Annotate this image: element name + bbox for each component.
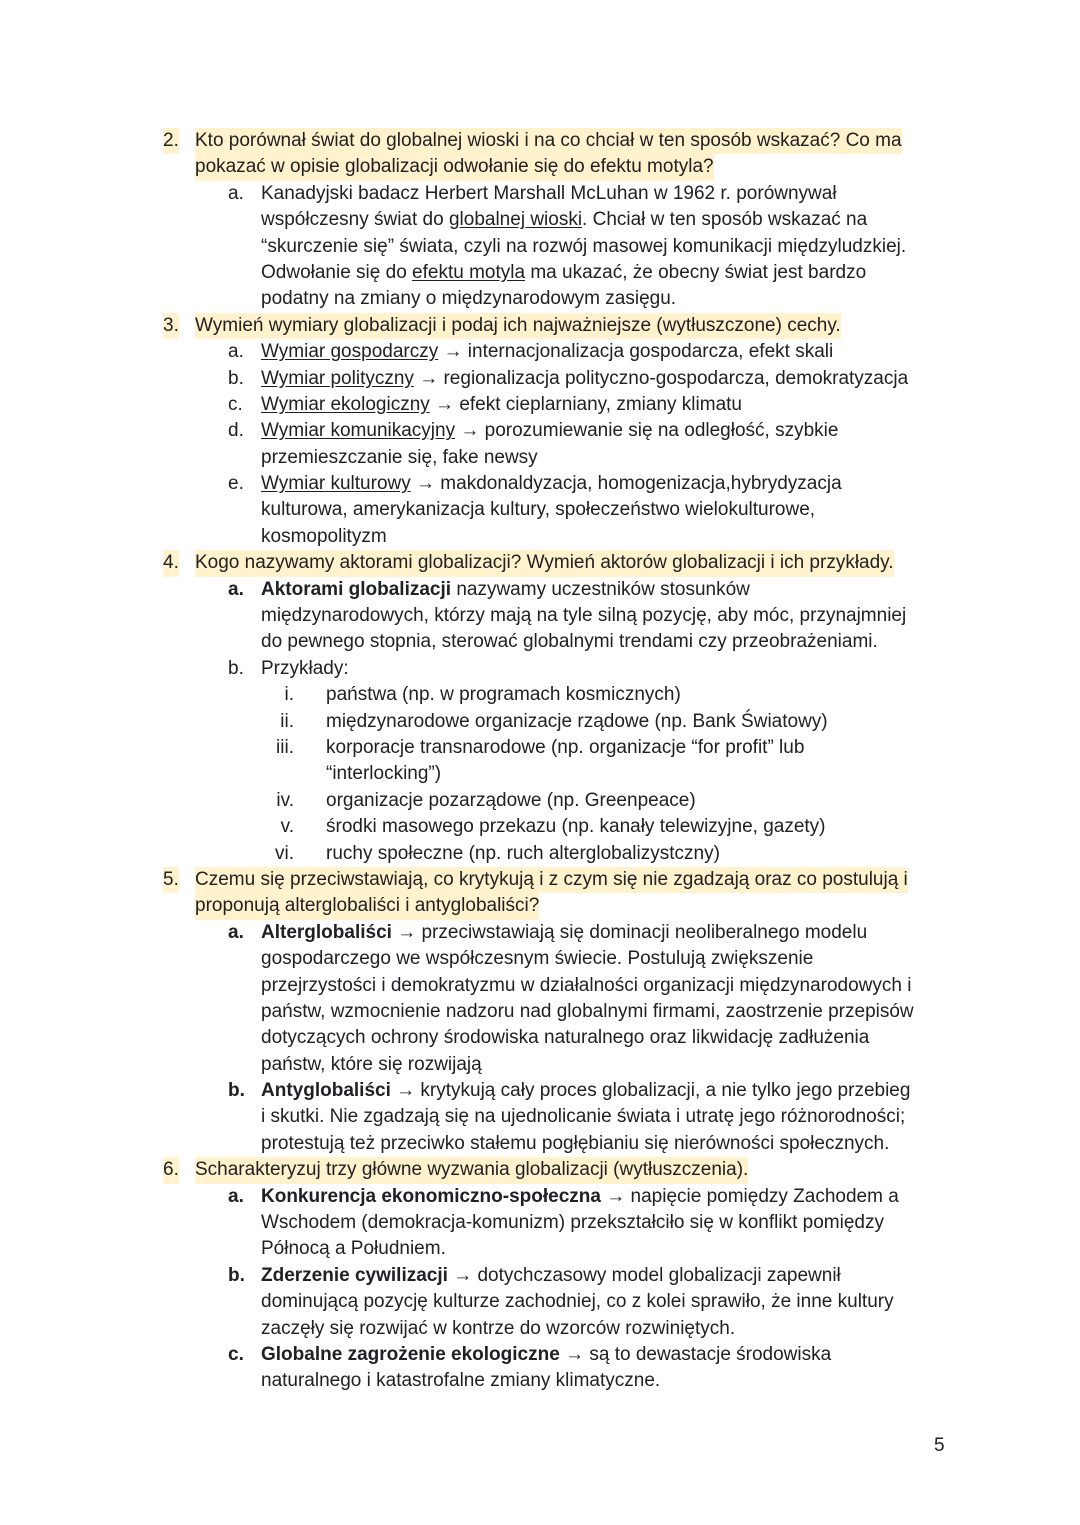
example-text: organizacje pozarządowe (np. Greenpeace) <box>326 789 696 811</box>
question-2-number: 2. <box>163 128 179 154</box>
question-3-text: Wymień wymiary globalizacji i podaj ich najważniejsze (wytłuszczone) cechy. <box>195 313 841 339</box>
list-item-text: zaczęły się rozwijać w kontrze do wzorców rozwiniętych. <box>261 1317 736 1339</box>
question-5-text: proponują alterglobaliści i antyglobaliści? <box>195 893 539 919</box>
underlined-term: Wymiar gospodarczy <box>261 341 439 363</box>
list-item-line <box>0 999 1080 1025</box>
list-item-text <box>261 1263 841 1289</box>
question-4-text: Kogo nazywamy aktorami globalizacji? Wymień aktorów globalizacji i ich przykłady. <box>195 550 894 576</box>
list-item-line <box>0 577 1080 603</box>
text-fragment: → krytykują cały proces globalizacji, a nie tylko jego przebieg <box>390 1080 911 1102</box>
answer-text <box>261 260 866 286</box>
answer-line <box>0 181 1080 207</box>
list-letter: b. <box>228 657 244 679</box>
underlined-term: Wymiar polityczny <box>261 367 414 389</box>
example-line <box>0 709 1080 735</box>
underlined-term: Wymiar komunikacyjny <box>261 420 456 442</box>
text-fragment: → dotychczasowy model globalizacji zapewnił <box>447 1264 841 1286</box>
list-item-text <box>261 339 833 365</box>
question-4-line-1 <box>0 550 1080 576</box>
underlined-term-efekt-motyla: efektu motyla <box>412 261 526 283</box>
list-item-text <box>261 471 842 497</box>
list-item-line <box>0 920 1080 946</box>
example-line <box>0 735 1080 761</box>
question-6-line-1 <box>0 1157 1080 1183</box>
list-item-line <box>0 1263 1080 1289</box>
bold-term: Antyglobaliści <box>261 1080 391 1102</box>
text-fragment: nazywamy uczestników stosunków <box>451 578 750 600</box>
example-line <box>0 788 1080 814</box>
list-item-text: do pewnego stopnia, sterować globalnymi trendami czy przeobrażeniami. <box>261 631 878 653</box>
answer-line <box>0 207 1080 233</box>
example-line <box>0 814 1080 840</box>
text-fragment: → internacjonalizacja gospodarcza, efekt skali <box>438 341 834 363</box>
question-3-line-1 <box>0 313 1080 339</box>
list-letter: a. <box>228 921 244 943</box>
list-item-line <box>0 1184 1080 1210</box>
list-item-text: naturalnego i katastrofalne zmiany klimatyczne. <box>261 1370 661 1392</box>
question-2-text: pokazać w opisie globalizacji odwołanie się do efektu motyla? <box>195 154 714 180</box>
list-letter: c. <box>228 1343 244 1365</box>
list-item-line <box>0 1052 1080 1078</box>
bold-term: Zderzenie cywilizacji <box>261 1264 448 1286</box>
list-item-text: dotyczących ochrony środowiska naturalnego oraz likwidację zadłużenia <box>261 1027 870 1049</box>
list-item-text <box>261 392 742 418</box>
list-letter: a. <box>228 341 244 363</box>
example-text: “interlocking”) <box>326 763 442 785</box>
list-letter: a. <box>228 182 244 204</box>
bold-term: Globalne zagrożenie ekologiczne <box>261 1343 560 1365</box>
bold-term: Konkurencja ekonomiczno-społeczna <box>261 1185 601 1207</box>
question-6-text: Scharakteryzuj trzy główne wyzwania globalizacji (wytłuszczenia). <box>195 1157 748 1183</box>
list-item-text <box>261 1184 899 1210</box>
example-line <box>0 841 1080 867</box>
list-item-line <box>0 418 1080 444</box>
roman-numeral: iii. <box>276 736 294 758</box>
roman-numeral: vi. <box>275 842 294 864</box>
underlined-term: Wymiar ekologiczny <box>261 393 430 415</box>
list-item-line <box>0 1236 1080 1262</box>
list-item-line <box>0 1210 1080 1236</box>
text-fragment: ma ukazać, że obecny świat jest bardzo <box>525 261 867 283</box>
list-item-line <box>0 1104 1080 1130</box>
list-item-line <box>0 339 1080 365</box>
example-text: państwa (np. w programach kosmicznych) <box>326 684 681 706</box>
question-3-number: 3. <box>163 313 179 339</box>
list-item-line <box>0 603 1080 629</box>
text-fragment: → efekt cieplarniany, zmiany klimatu <box>429 393 742 415</box>
question-6-number: 6. <box>163 1157 179 1183</box>
list-item-text <box>261 577 750 603</box>
list-item-text: kosmopolityzm <box>261 525 387 547</box>
bold-term: Alterglobaliści <box>261 921 392 943</box>
list-item-text: państw, wzmocnienie nadzoru nad globalnymi firmami, zaostrzenie przepisów <box>261 1000 914 1022</box>
answer-line <box>0 234 1080 260</box>
list-item-line <box>0 1342 1080 1368</box>
list-item-text: Wschodem (demokracja-komunizm) przekształciło się w konflikt pomiędzy <box>261 1212 884 1234</box>
text-fragment: → są to dewastacje środowiska <box>559 1343 832 1365</box>
list-item-text <box>261 366 908 392</box>
list-item-text: gospodarczego we współczesnym świecie. Postulują zwiększenie <box>261 948 814 970</box>
text-fragment: . Chciał w ten sposób wskazać na <box>582 209 868 231</box>
list-item-text <box>261 418 838 444</box>
answer-line <box>0 286 1080 312</box>
example-text: korporacje transnarodowe (np. organizacje “for profit” lub <box>326 736 805 758</box>
list-item-line <box>0 1289 1080 1315</box>
list-letter: a. <box>228 1185 244 1207</box>
text-fragment: → porozumiewanie się na odległość, szybkie <box>455 420 839 442</box>
list-item-line <box>0 445 1080 471</box>
list-item-line <box>0 1078 1080 1104</box>
question-4-number: 4. <box>163 550 179 576</box>
list-item-line <box>0 1316 1080 1342</box>
list-letter: b. <box>228 1080 245 1102</box>
list-item-line <box>0 629 1080 655</box>
text-fragment: → napięcie pomiędzy Zachodem a <box>600 1185 899 1207</box>
roman-numeral: ii. <box>280 710 294 732</box>
answer-text: “skurczenie się” świata, czyli na rozwój masowej komunikacji międzyludzkiej. <box>261 235 907 257</box>
list-item-text <box>261 1342 831 1368</box>
list-item-text: i skutki. Nie zgadzają się na ujednolicanie świata i utratę jego różnorodności; <box>261 1106 906 1128</box>
underlined-term-globalna-wioska: globalnej wioski <box>448 209 583 231</box>
list-item-text: przejrzystości i demokratyzmu w działalności organizacji międzynarodowych i <box>261 974 912 996</box>
list-letter: e. <box>228 473 244 495</box>
list-item-line <box>0 471 1080 497</box>
list-item-text: państw, które się rozwijają <box>261 1053 482 1075</box>
roman-numeral: iv. <box>276 789 294 811</box>
roman-numeral: v. <box>280 816 294 838</box>
question-2-text: Kto porównał świat do globalnej wioski i na co chciał w ten sposób wskazać? Co ma <box>195 128 902 154</box>
list-letter: b. <box>228 367 244 389</box>
example-text: międzynarodowe organizacje rządowe (np. Bank Światowy) <box>326 710 828 732</box>
list-item-text: Północą a Południem. <box>261 1238 446 1260</box>
list-item-text: Przykłady: <box>261 657 349 679</box>
question-5-line-1 <box>0 867 1080 893</box>
list-item-text: międzynarodowych, którzy mają na tyle silną pozycję, aby móc, przynajmniej <box>261 605 907 627</box>
list-item-line <box>0 392 1080 418</box>
list-item-line <box>0 946 1080 972</box>
list-item-line <box>0 524 1080 550</box>
list-item-line <box>0 973 1080 999</box>
page-number: 5 <box>934 1435 945 1456</box>
list-item-text <box>261 920 867 946</box>
example-text: ruchy społeczne (np. ruch alterglobalizystczny) <box>326 842 720 864</box>
answer-line <box>0 260 1080 286</box>
list-item-line <box>0 1131 1080 1157</box>
question-5-line-2 <box>0 893 1080 919</box>
example-line <box>0 761 1080 787</box>
answer-text: podatny na zmiany o międzynarodowym zasięgu. <box>261 288 677 310</box>
list-item-text: kulturowa, amerykanizacja kultury, społeczeństwo wielokulturowe, <box>261 499 816 521</box>
list-item-text: przemieszczanie się, fake newsy <box>261 446 538 468</box>
text-fragment: → regionalizacja polityczno-gospodarcza, demokratyzacja <box>413 367 909 389</box>
question-2-line-1 <box>0 128 1080 154</box>
question-5-text: Czemu się przeciwstawiają, co krytykują i z czym się nie zgadzają oraz co postulują i <box>195 867 908 893</box>
answer-text <box>261 207 867 233</box>
list-item-text <box>261 1078 910 1104</box>
question-5-number: 5. <box>163 867 179 893</box>
example-text: środki masowego przekazu (np. kanały telewizyjne, gazety) <box>326 816 826 838</box>
list-item-text: protestują też przeciwko stałemu pogłębianiu się nierówności społecznych. <box>261 1132 890 1154</box>
bold-term: Aktorami globalizacji <box>261 578 452 600</box>
text-fragment: współczesny świat do <box>261 209 449 231</box>
question-2-line-2 <box>0 154 1080 180</box>
list-item-text: dominującą pozycję kulturze zachodniej, co z kolei sprawiło, że inne kultury <box>261 1291 894 1313</box>
example-line <box>0 682 1080 708</box>
roman-numeral: i. <box>284 684 294 706</box>
list-letter: d. <box>228 420 244 442</box>
list-item-line <box>0 366 1080 392</box>
list-item-line <box>0 1368 1080 1394</box>
answer-text: Kanadyjski badacz Herbert Marshall McLuhan w 1962 r. porównywał <box>261 182 837 204</box>
text-fragment: Odwołanie się do <box>261 261 413 283</box>
list-item-line <box>0 497 1080 523</box>
list-letter: c. <box>228 393 243 415</box>
list-item-line <box>0 656 1080 682</box>
list-letter: a. <box>228 578 244 600</box>
text-fragment: → przeciwstawiają się dominacji neoliberalnego modelu <box>391 921 868 943</box>
underlined-term: Wymiar kulturowy <box>261 473 411 495</box>
text-fragment: → makdonaldyzacja, homogenizacja,hybrydyzacja <box>410 473 842 495</box>
list-letter: b. <box>228 1264 245 1286</box>
page-content <box>0 128 1080 1395</box>
list-item-line <box>0 1025 1080 1051</box>
